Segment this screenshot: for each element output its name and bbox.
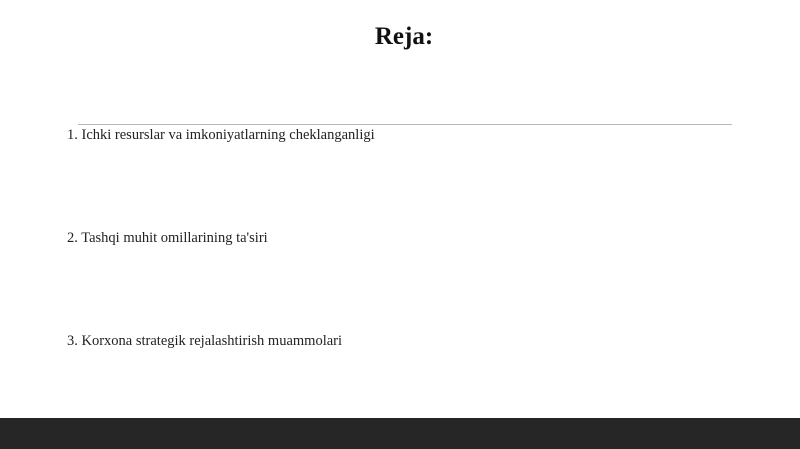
bottom-bar xyxy=(0,418,800,449)
plan-item-2: 2. Tashqi muhit omillarining ta'siri xyxy=(67,230,268,246)
plan-item-1: 1. Ichki resurslar va imkoniyatlarning cheklanganligi xyxy=(67,127,375,143)
divider-line xyxy=(78,124,732,125)
plan-item-3: 3. Korxona strategik rejalashtirish muammolari xyxy=(67,333,343,349)
slide-title: Reja: xyxy=(374,23,434,50)
